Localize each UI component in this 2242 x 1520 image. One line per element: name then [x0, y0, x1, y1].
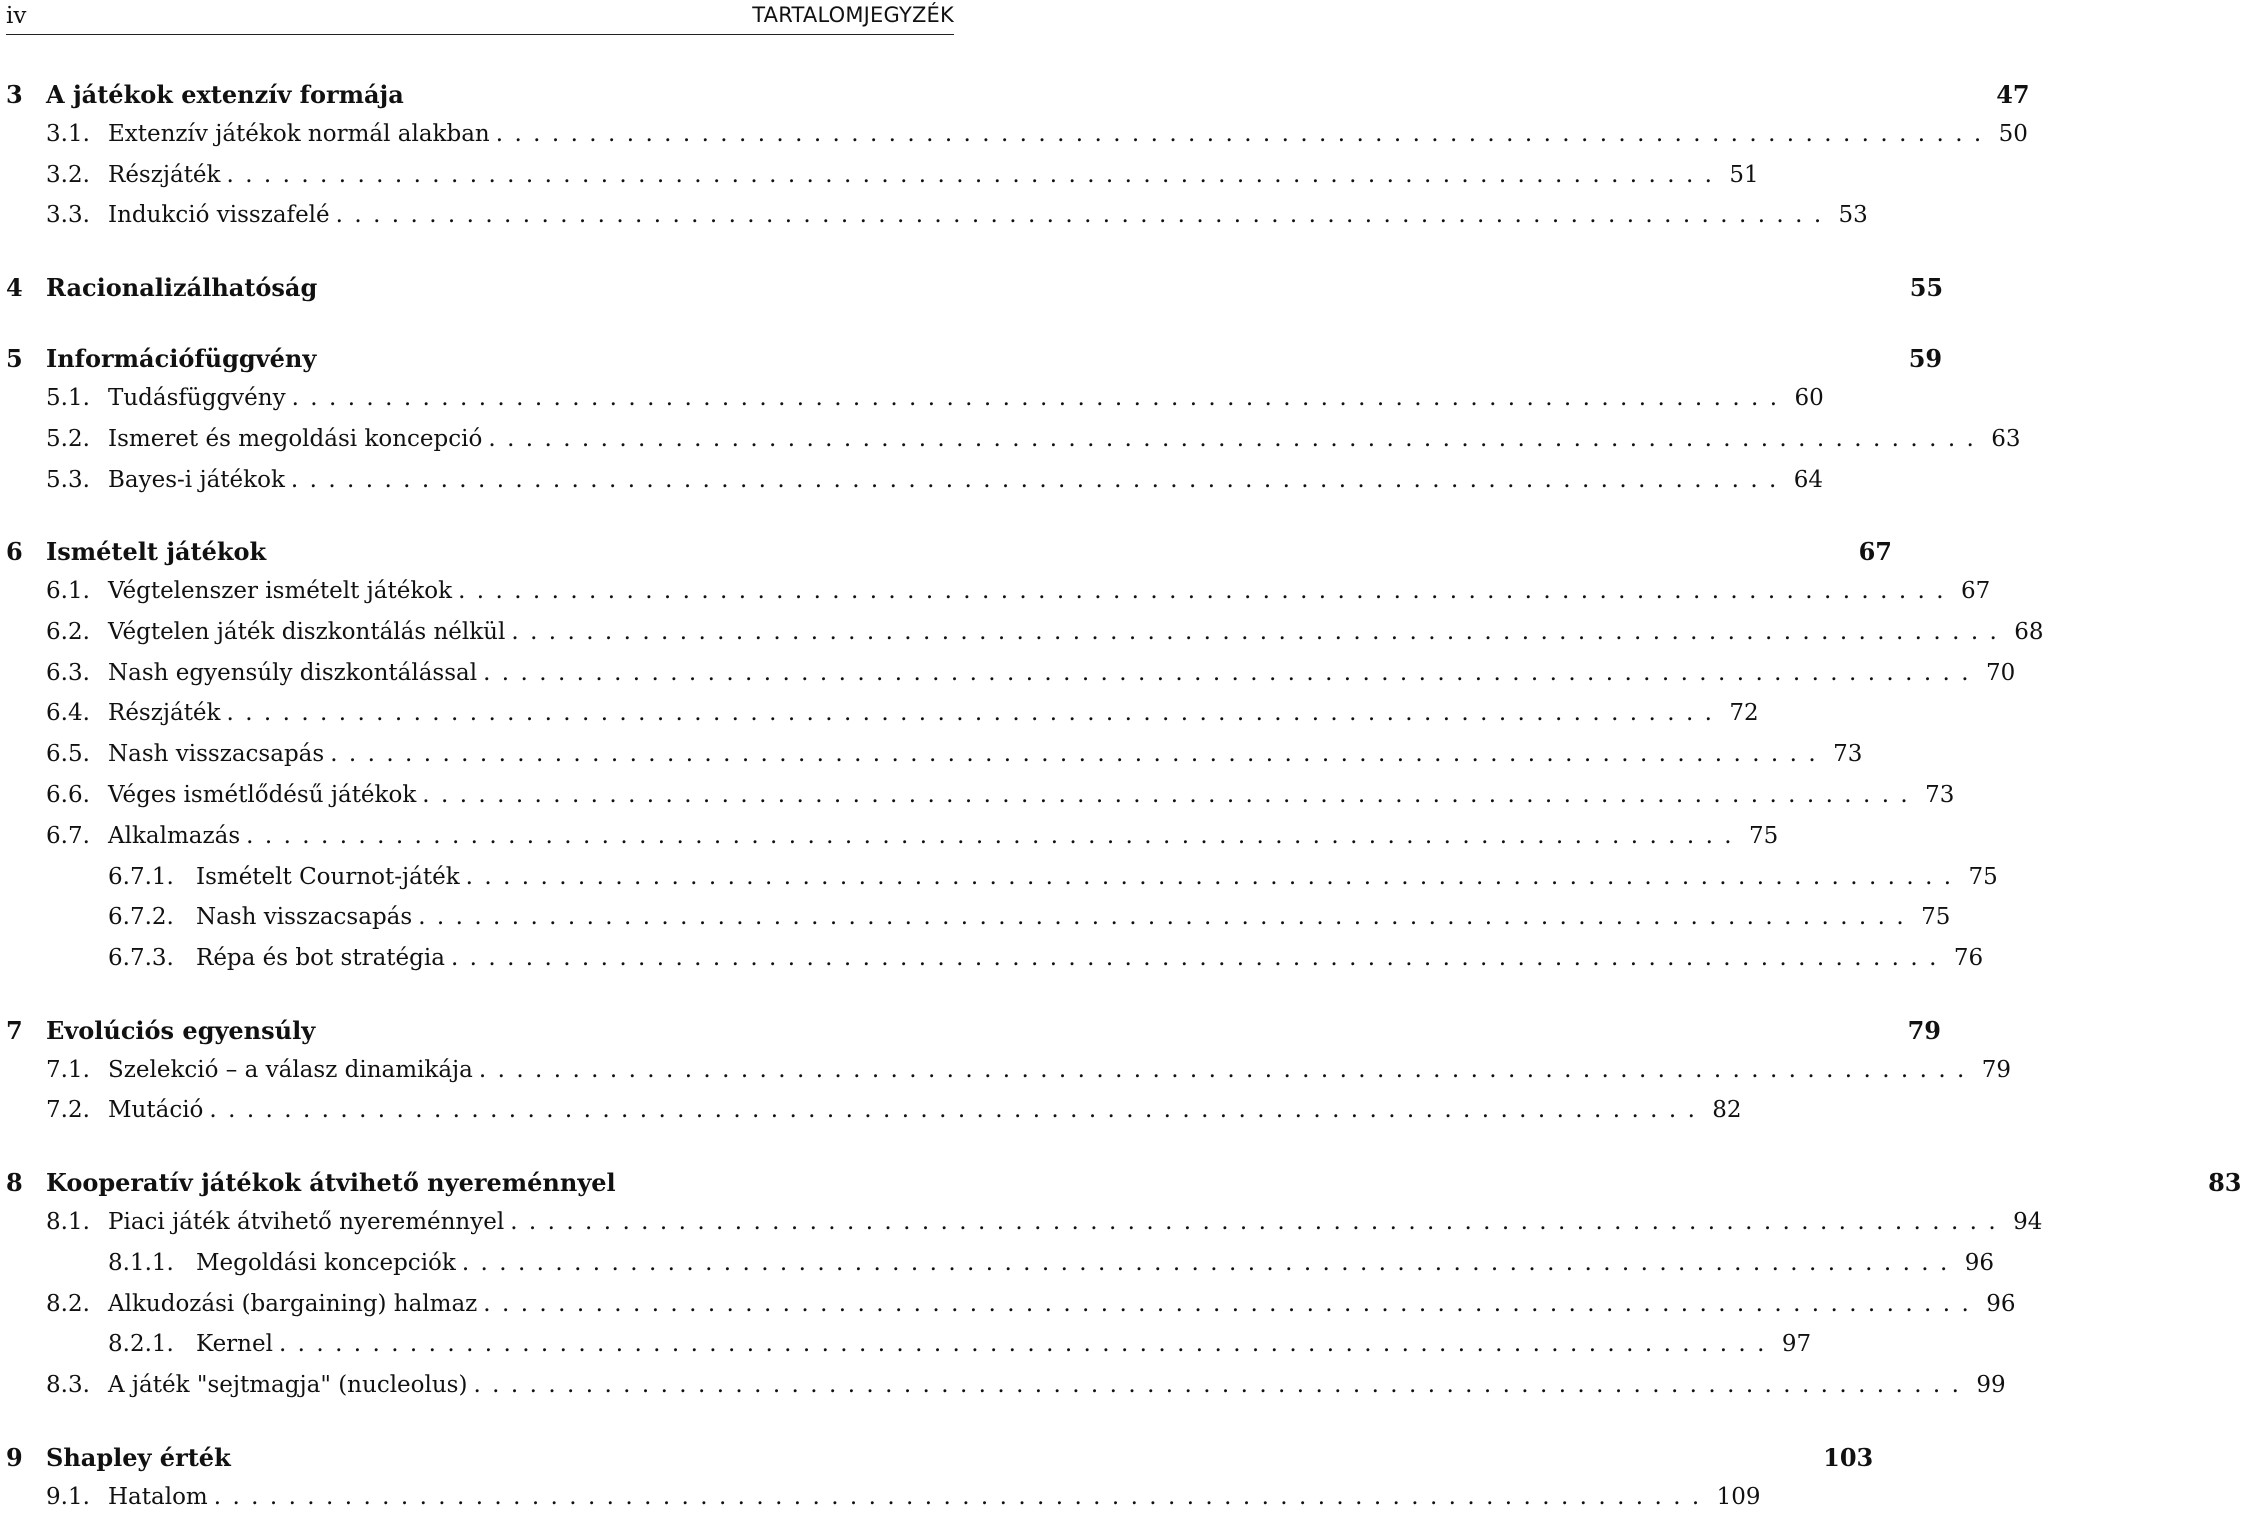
toc-section-entry[interactable] — [6, 121, 2028, 157]
entry-number: 6.1. — [46, 578, 90, 604]
dot-leader: ................................................................................ — [483, 660, 1980, 686]
entry-page-number: 83 — [2208, 1168, 2242, 1197]
running-title: TARTALOMJEGYZÉK — [752, 3, 954, 27]
entry-number: 6.5. — [46, 741, 90, 767]
entry-number: 5.3. — [46, 467, 90, 493]
entry-title: Véges ismétlődésű játékok — [108, 782, 417, 808]
entry-number: 7.1. — [46, 1057, 90, 1083]
entry-page-number: 68 — [2014, 619, 2044, 645]
dot-leader: ................................................................................ — [461, 1250, 1959, 1276]
entry-title: Répa és bot stratégia — [196, 945, 445, 971]
entry-page-number: 79 — [1981, 1057, 2012, 1083]
entry-number: 8 — [6, 1168, 23, 1197]
entry-page-number: 55 — [1909, 273, 1944, 302]
entry-page-number: 67 — [1858, 537, 1893, 566]
page-number: iv — [6, 3, 27, 29]
entry-title: Ismételt játékok — [46, 537, 267, 566]
dot-leader: ................................................................................ — [510, 1209, 2008, 1235]
dot-leader: ................................................................................ — [278, 1331, 1776, 1357]
entry-number: 7.2. — [46, 1097, 90, 1123]
dot-leader: ................................................................................ — [478, 1057, 1976, 1083]
toc-section-entry[interactable] — [6, 426, 2021, 462]
entry-page-number: 60 — [1794, 385, 1824, 411]
dot-leader: ................................................................................ — [226, 162, 1724, 188]
entry-page-number: 73 — [1833, 741, 1863, 767]
entry-page-number: 64 — [1793, 467, 1824, 493]
toc-section-entry[interactable] — [6, 1484, 1761, 1520]
dot-leader: ................................................................................ — [488, 426, 1986, 452]
entry-title: Végtelenszer ismételt játékok — [108, 578, 453, 604]
dot-leader: ................................................................................ — [473, 1372, 1971, 1398]
entry-page-number: 63 — [1991, 426, 2021, 452]
page-header — [6, 0, 954, 33]
dot-leader: ................................................................................ — [422, 782, 1920, 808]
entry-number: 3 — [6, 80, 23, 109]
entry-number: 6.7.3. — [108, 945, 174, 971]
entry-title: Evolúciós egyensúly — [46, 1016, 316, 1045]
dot-leader: ................................................................................ — [458, 578, 1955, 604]
toc-section-entry[interactable] — [6, 385, 1824, 421]
toc-section-entry[interactable] — [6, 782, 1955, 818]
entry-number: 7 — [6, 1016, 23, 1045]
entry-title: Ismételt Cournot-játék — [196, 864, 460, 890]
entry-number: 3.2. — [46, 162, 90, 188]
toc-section-entry[interactable] — [6, 578, 1991, 614]
entry-page-number: 76 — [1953, 945, 1984, 971]
entry-title: Nash visszacsapás — [196, 904, 413, 930]
entry-page-number: 109 — [1716, 1484, 1761, 1510]
toc-section-entry[interactable] — [6, 1057, 2012, 1093]
entry-title: A játékok extenzív formája — [46, 80, 404, 109]
entry-number: 6.4. — [46, 700, 90, 726]
entry-page-number: 70 — [1985, 660, 2016, 686]
dot-leader: ................................................................................ — [209, 1097, 1707, 1123]
dot-leader: ................................................................................ — [226, 700, 1724, 726]
entry-number: 5 — [6, 344, 23, 373]
entry-page-number: 47 — [1996, 80, 2030, 109]
toc-subsection-entry[interactable] — [6, 904, 1951, 940]
entry-page-number: 67 — [1960, 578, 1991, 604]
dot-leader: ................................................................................ — [335, 202, 1833, 228]
entry-page-number: 73 — [1925, 782, 1955, 808]
toc-subsection-entry[interactable] — [6, 1331, 1812, 1367]
entry-page-number: 97 — [1781, 1331, 1812, 1357]
header-rule — [6, 34, 954, 35]
entry-page-number: 53 — [1838, 202, 1868, 228]
dot-leader: ................................................................................ — [483, 1291, 1981, 1317]
entry-number: 6.6. — [46, 782, 90, 808]
entry-number: 6.7.2. — [108, 904, 174, 930]
entry-title: Bayes-i játékok — [108, 467, 285, 493]
toc-section-entry[interactable] — [6, 467, 1824, 503]
toc-section-entry[interactable] — [6, 823, 1779, 859]
dot-leader: ................................................................................ — [291, 385, 1789, 411]
entry-title: Shapley érték — [46, 1443, 231, 1472]
entry-number: 8.1. — [46, 1209, 90, 1235]
toc-chapter-entry[interactable] — [6, 80, 2030, 116]
entry-title: Nash visszacsapás — [108, 741, 325, 767]
dot-leader: ................................................................................ — [246, 823, 1744, 849]
entry-page-number: 96 — [1964, 1250, 1994, 1276]
entry-title: Indukció visszafelé — [108, 202, 330, 228]
entry-page-number: 72 — [1729, 700, 1759, 726]
entry-page-number: 94 — [2013, 1209, 2043, 1235]
entry-number: 6.7.1. — [108, 864, 174, 890]
entry-number: 8.3. — [46, 1372, 90, 1398]
entry-number: 5.1. — [46, 385, 90, 411]
toc-chapter-entry[interactable] — [6, 1016, 1941, 1052]
toc-chapter-entry[interactable] — [6, 273, 1944, 309]
toc-chapter-entry[interactable] — [6, 537, 1893, 573]
dot-leader: ................................................................................ — [418, 904, 1916, 930]
dot-leader: ................................................................................ — [450, 945, 1948, 971]
toc-section-entry[interactable] — [6, 202, 1868, 238]
toc-section-entry[interactable] — [6, 1097, 1742, 1133]
toc-section-entry[interactable] — [6, 1291, 2016, 1327]
entry-number: 4 — [6, 273, 23, 302]
dot-leader: ................................................................................ — [213, 1484, 1711, 1510]
toc-subsection-entry[interactable] — [6, 1250, 1994, 1286]
entry-page-number: 51 — [1729, 162, 1759, 188]
entry-number: 6.2. — [46, 619, 90, 645]
toc-section-entry[interactable] — [6, 619, 2044, 655]
entry-page-number: 75 — [1921, 904, 1951, 930]
entry-title: Szelekció – a válasz dinamikája — [108, 1057, 473, 1083]
toc-chapter-entry[interactable] — [6, 1168, 2242, 1204]
entry-page-number: 79 — [1907, 1016, 1941, 1045]
entry-number: 3.3. — [46, 202, 90, 228]
toc-section-entry[interactable] — [6, 1209, 2043, 1245]
dot-leader: ................................................................................ — [511, 619, 2009, 645]
entry-title: Részjáték — [108, 700, 221, 726]
entry-title: Kernel — [196, 1331, 273, 1357]
entry-title: Információfüggvény — [46, 344, 317, 373]
entry-title: Ismeret és megoldási koncepció — [108, 426, 483, 452]
entry-number: 8.2. — [46, 1291, 90, 1317]
toc-chapter-entry[interactable] — [6, 1443, 1874, 1479]
entry-title: Alkudozási (bargaining) halmaz — [108, 1291, 478, 1317]
entry-number: 8.1.1. — [108, 1250, 174, 1276]
dot-leader: ................................................................................ — [465, 864, 1963, 890]
entry-title: Megoldási koncepciók — [196, 1250, 456, 1276]
entry-title: Extenzív játékok normál alakban — [108, 121, 490, 147]
entry-page-number: 75 — [1968, 864, 1998, 890]
entry-title: Részjáték — [108, 162, 221, 188]
toc-subsection-entry[interactable] — [6, 864, 1998, 900]
entry-title: Mutáció — [108, 1097, 204, 1123]
entry-page-number: 99 — [1976, 1372, 2006, 1398]
entry-number: 6.3. — [46, 660, 90, 686]
entry-number: 6.7. — [46, 823, 90, 849]
toc-subsection-entry[interactable] — [6, 945, 1984, 981]
entry-title: Kooperatív játékok átvihető nyereménnyel — [46, 1168, 616, 1197]
entry-number: 5.2. — [46, 426, 90, 452]
entry-page-number: 96 — [1986, 1291, 2016, 1317]
toc-section-entry[interactable] — [6, 660, 2016, 696]
dot-leader: ................................................................................ — [290, 467, 1788, 493]
entry-title: Hatalom — [108, 1484, 208, 1510]
entry-number: 9.1. — [46, 1484, 90, 1510]
entry-title: Tudásfüggvény — [108, 385, 286, 411]
entry-number: 3.1. — [46, 121, 90, 147]
dot-leader: ................................................................................ — [330, 741, 1828, 767]
entry-page-number: 75 — [1749, 823, 1779, 849]
entry-page-number: 50 — [1998, 121, 2028, 147]
toc-section-entry[interactable] — [6, 700, 1759, 736]
entry-title: Piaci játék átvihető nyereménnyel — [108, 1209, 505, 1235]
entry-number: 9 — [6, 1443, 23, 1472]
entry-page-number: 103 — [1823, 1443, 1874, 1472]
entry-page-number: 59 — [1908, 344, 1943, 373]
entry-title: Alkalmazás — [108, 823, 241, 849]
toc-section-entry[interactable] — [6, 162, 1759, 198]
entry-title: A játék "sejtmagja" (nucleolus) — [108, 1372, 468, 1398]
toc-chapter-entry[interactable] — [6, 344, 1943, 380]
entry-number: 8.2.1. — [108, 1331, 174, 1357]
entry-title: Nash egyensúly diszkontálással — [108, 660, 478, 686]
entry-title: Végtelen játék diszkontálás nélkül — [108, 619, 506, 645]
toc-section-entry[interactable] — [6, 1372, 2006, 1408]
dot-leader: ................................................................................ — [495, 121, 1993, 147]
entry-number: 6 — [6, 537, 23, 566]
entry-title: Racionalizálhatóság — [46, 273, 318, 302]
toc-section-entry[interactable] — [6, 741, 1863, 777]
entry-page-number: 82 — [1712, 1097, 1742, 1123]
